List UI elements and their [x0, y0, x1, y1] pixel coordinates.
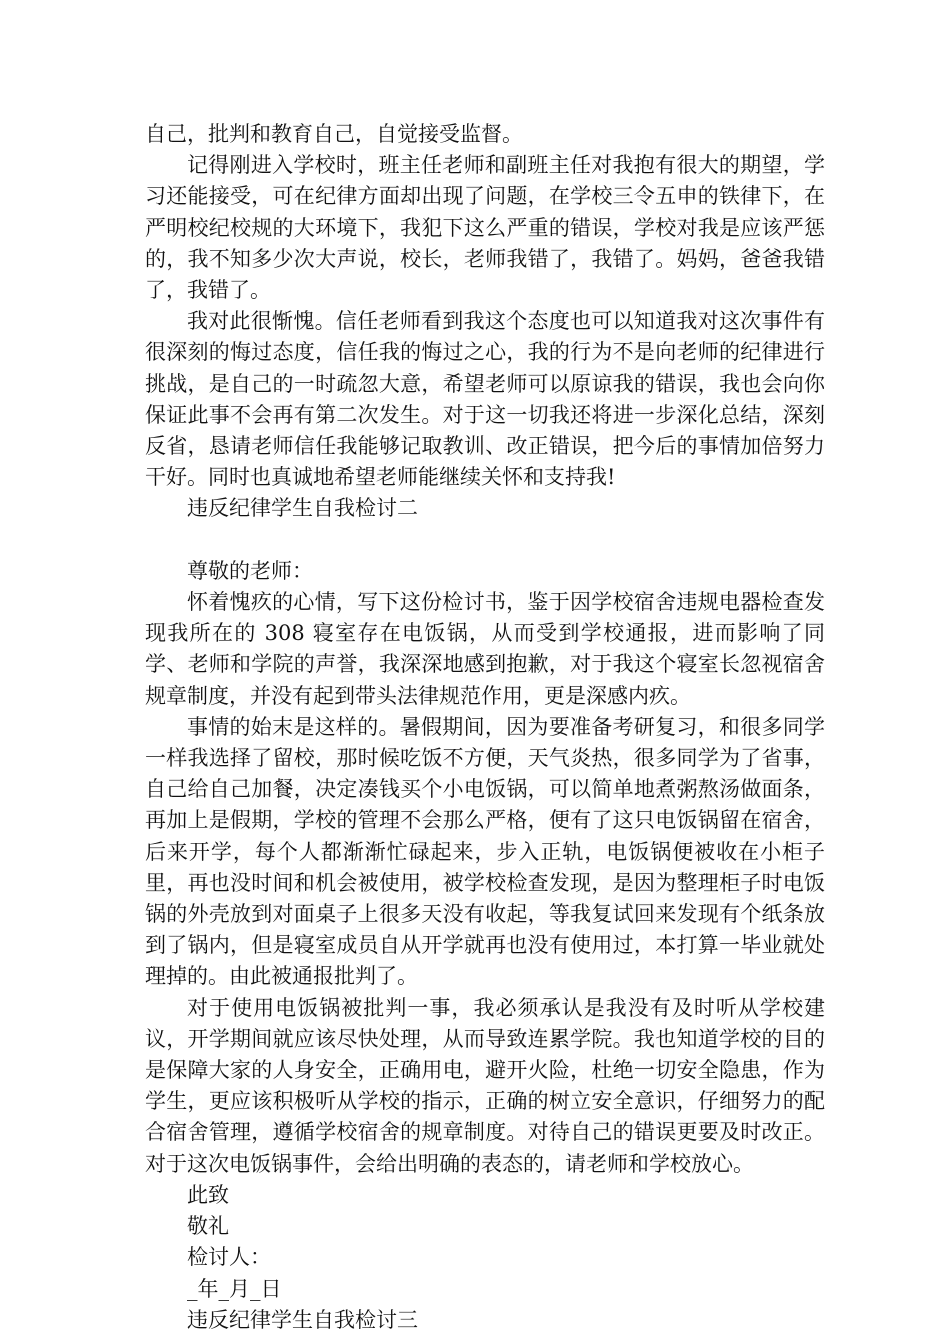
section-heading-3: 违反纪律学生自我检讨三 — [187, 1307, 418, 1332]
signer-label: 检讨人： — [187, 1245, 271, 1270]
paragraph-continuation: 自己，批判和教育自己，自觉接受监督。 — [145, 122, 523, 146]
closing-cizhi: 此致 — [187, 1182, 229, 1207]
section-heading-2: 违反纪律学生自我检讨二 — [187, 496, 418, 521]
salutation: 尊敬的老师： — [187, 558, 313, 583]
date-line: _年_月_日 — [187, 1276, 282, 1301]
paragraph-apology: 怀着愧疚的心情，写下这份检讨书，鉴于因学校宿舍违规电器检查发现我所在的 308 寝室存在电饭锅，从而受到学校通报，进而影响了同学、老师和学院的声誉，我深深地感到抱歉，对于我这个寝室长忽视宿舍规章制度，并没有起到带头法律规范作用，更是深感内疚。 — [145, 590, 825, 708]
paragraph-remorse: 我对此很惭愧。信任老师看到我这个态度也可以知道我对这次事件有很深刻的悔过态度，信任我的悔过之心，我的行为不是向老师的纪律进行挑战，是自己的一时疏忽大意，希望老师可以原谅我的错误，我也会向你保证此事不会再有第二次发生。对于这一切我还将进一步深化总结，深刻反省，恳请老师信任我能够记取教训、改正错误，把今后的事情加倍努力干好。同时也真诚地希望老师能继续关怀和支持我! — [145, 309, 825, 490]
closing-jingli: 敬礼 — [187, 1214, 229, 1239]
paragraph-acknowledgement: 对于使用电饭锅被批判一事，我必须承认是我没有及时听从学校建议，开学期间就应该尽快处理，从而导致连累学院。我也知道学校的目的是保障大家的人身安全，正确用电，避开火险，杜绝一切安全隐患，作为学生，更应该积极听从学校的指示，正确的树立安全意识，仔细努力的配合宿舍管理，遵循学校宿舍的规章制度。对待自己的错误更要及时改正。对于这次电饭锅事件，会给出明确的表态的，请老师和学校放心。 — [145, 995, 825, 1176]
paragraph-expectations: 记得刚进入学校时，班主任老师和副班主任对我抱有很大的期望，学习还能接受，可在纪律方面却出现了问题，在学校三令五申的铁律下，在严明校纪校规的大环境下，我犯下这么严重的错误，学校对我是应该严惩的，我不知多少次大声说，校长，老师我错了，我错了。妈妈，爸爸我错了，我错了。 — [145, 153, 825, 303]
document-body — [145, 119, 825, 1336]
paragraph-incident: 事情的始末是这样的。暑假期间，因为要准备考研复习，和很多同学一样我选择了留校，那时候吃饭不方便，天气炎热，很多同学为了省事，自己给自己加餐，决定凑钱买个小电饭锅，可以简单地煮粥熬汤做面条，再加上是假期，学校的管理不会那么严格，便有了这只电饭锅留在宿舍，后来开学，每个人都渐渐忙碌起来，步入正轨，电饭锅便被收在小柜子里，再也没时间和机会被使用，被学校检查发现，是因为整理柜子时电饭锅的外壳放到对面桌子上很多天没有收起，等我复试回来发现有个纸条放到了锅内，但是寝室成员自从开学就再也没有使用过，本打算一毕业就处理掉的。由此被通报批判了。 — [145, 714, 825, 989]
blank-line — [145, 525, 825, 556]
